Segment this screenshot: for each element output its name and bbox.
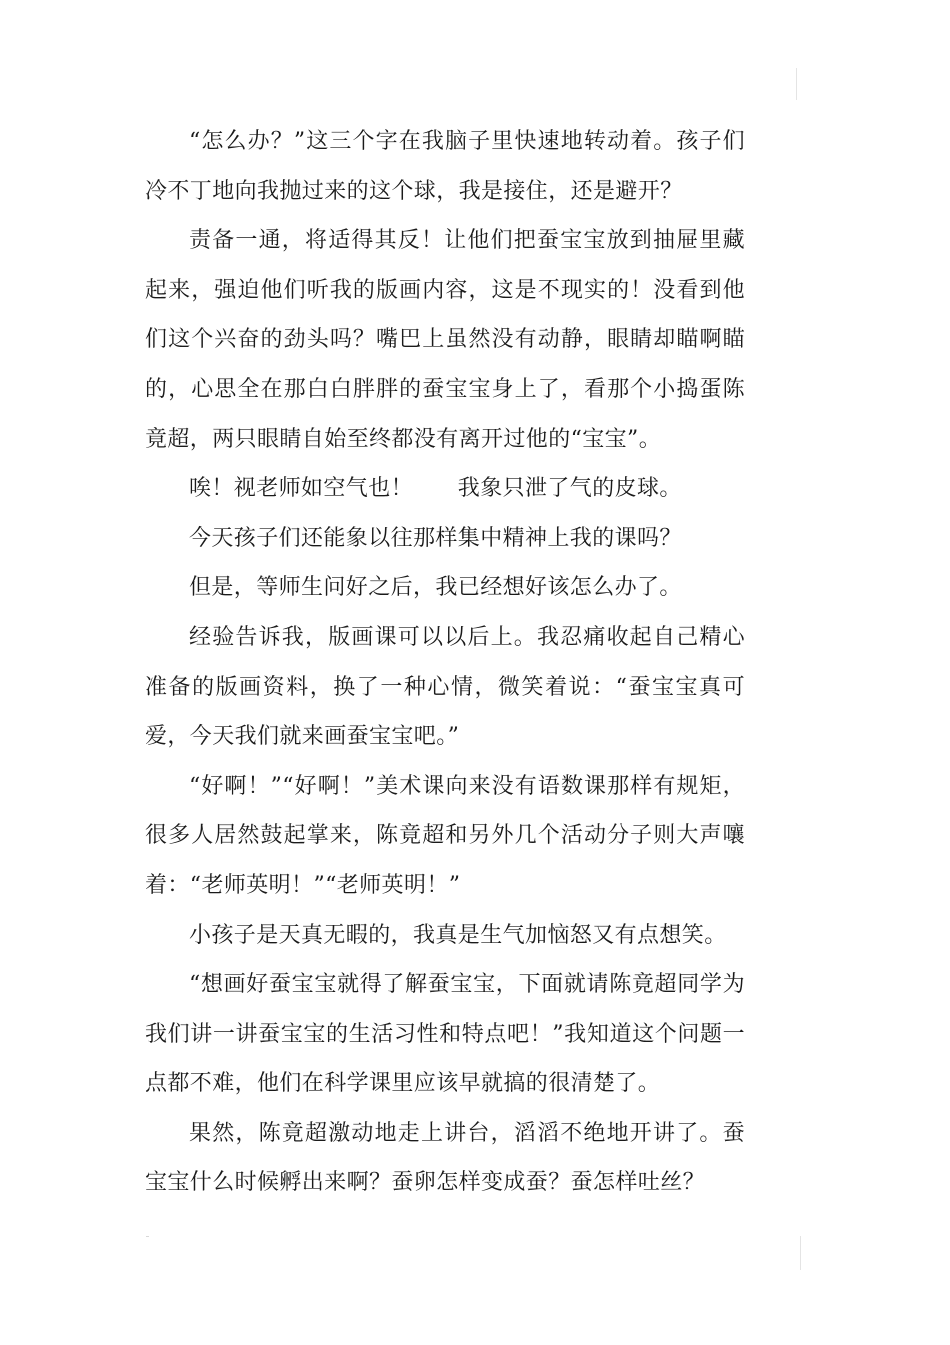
paragraph: 但是，等师生问好之后，我已经想好该怎么办了。 xyxy=(189,575,682,601)
paragraph: 小孩子是天真无暇的，我真是生气加恼怒又有点想笑。 xyxy=(189,922,727,948)
paragraph: “好啊！”“好啊！”美术课向来没有语数课那样有规矩，很多人居然鼓起掌来，陈竟超和另外几个活动分子则大声嚷着：“老师英明！”“老师英明！” xyxy=(145,773,745,898)
paragraph: 唉！视老师如空气也！ 我象只泄了气的皮球。 xyxy=(189,476,682,502)
page-corner-mark xyxy=(146,1236,149,1237)
document-body xyxy=(145,117,745,1208)
paragraph: 经验告诉我，版画课可以以后上。我忍痛收起自己精心准备的版画资料，换了一种心情，微笑着说：“蚕宝宝真可爱，今天我们就来画蚕宝宝吧。” xyxy=(145,624,745,750)
page-corner-mark xyxy=(796,68,797,100)
paragraph: 今天孩子们还能象以往那样集中精神上我的课吗？ xyxy=(189,525,682,551)
page-corner-mark xyxy=(800,1236,801,1270)
paragraph: 果然，陈竟超激动地走上讲台，滔滔不绝地开讲了。蚕宝宝什么时候孵出来啊？蚕卵怎样变成蚕？蚕怎样吐丝？ xyxy=(145,1120,745,1196)
paragraph: “想画好蚕宝宝就得了解蚕宝宝，下面就请陈竟超同学为我们讲一讲蚕宝宝的生活习性和特点吧！”我知道这个问题一点都不难，他们在科学课里应该早就搞的很清楚了。 xyxy=(145,972,745,1097)
paragraph: “怎么办？”这三个字在我脑子里快速地转动着。孩子们冷不丁地向我抛过来的这个球，我是接住，还是避开？ xyxy=(145,129,745,204)
paragraph: 责备一通，将适得其反！让他们把蚕宝宝放到抽屉里藏起来，强迫他们听我的版画内容，这是不现实的！没看到他们这个兴奋的劲头吗？嘴巴上虽然没有动静，眼睛却瞄啊瞄的，心思全在那白白胖胖的蚕宝宝身上了，看那个小捣蛋陈竟超，两只眼睛自始至终都没有离开过他的“宝宝”。 xyxy=(145,228,745,452)
